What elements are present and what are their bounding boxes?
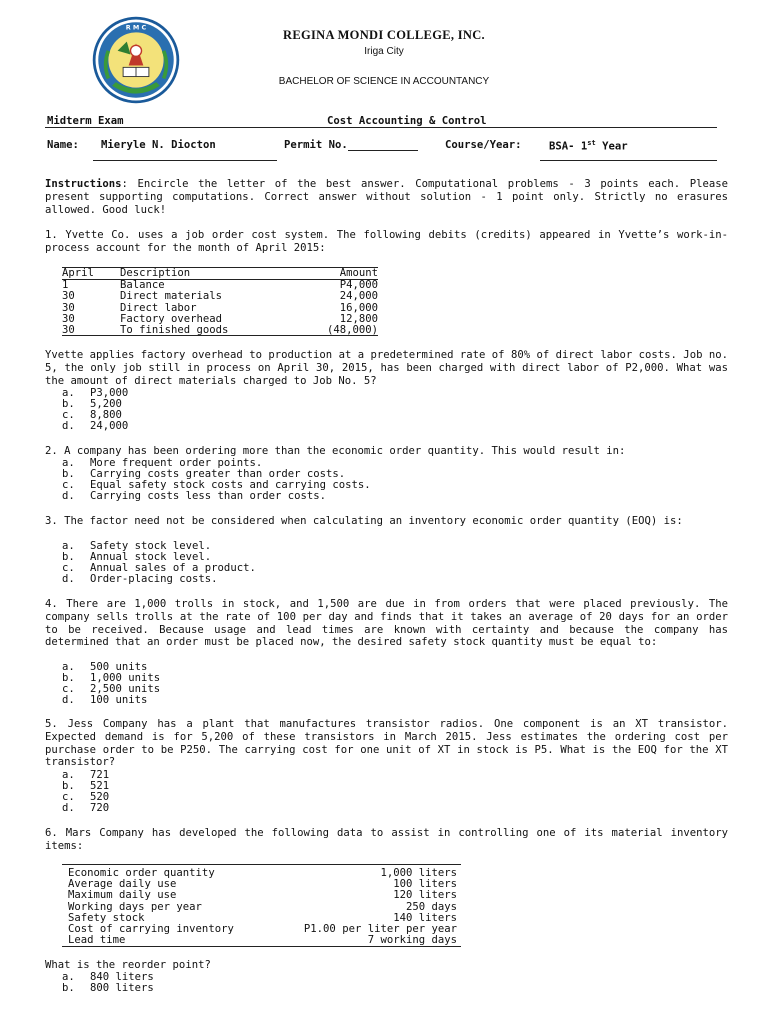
question-4-options [62,662,160,706]
permit-field [284,139,418,151]
option: d. 720 [62,801,110,814]
table-row: Maximum daily use 120 liters [68,889,457,902]
question-3-stem: 3. The factor need not be considered when calculating an inventory economic order quantity (EOQ) is: [45,515,683,527]
option: a. 721 [62,769,110,781]
option: c. Equal safety stock costs and carrying costs. [62,478,371,491]
inventory-data-table [68,868,457,946]
question-1-stem: 1. Yvette Co. uses a job order cost system. The following debits (credits) appeared in Yvette’s work-in-process account for the month of April 2015: [45,229,728,254]
table-row: Cost of carrying inventory P1.00 per liter per year [68,923,457,936]
table-row: 30 Direct labor 16,000 [62,301,378,314]
option: d. 24,000 [62,419,129,432]
option: b. 800 liters [62,981,154,994]
table-row: 30 To finished goods (48,000) [62,324,378,337]
exam-type: Midterm Exam [47,115,124,127]
question-6-prompt: What is the reorder point? [45,959,211,971]
option: b. 5,200 [62,397,122,410]
option: b. 521 [62,779,110,792]
name-value: Mieryle N. Diocton [101,139,216,151]
option: c. 520 [62,790,110,803]
permit-blank [348,139,418,151]
table-row: Average daily use 100 liters [68,878,457,891]
instructions-label: Instructions [45,178,122,190]
degree-program: BACHELOR OF SCIENCE IN ACCOUNTANCY [278,76,490,87]
option: b. 1,000 units [62,671,161,684]
course-value: BSA- 1st Year [549,139,628,153]
table-row: 1 Balance P4,000 [62,279,378,292]
option: c. Annual sales of a product. [62,561,256,574]
question-2-stem: 2. A company has been ordering more than the economic order quantity. This would result in: [45,445,626,457]
question-1-options [62,388,128,432]
option: a. 840 liters [62,971,154,983]
table-row: Safety stock 140 liters [68,911,457,924]
question-3-options [62,541,256,585]
question-6-stem: 6. Mars Company has developed the following data to assist in controlling one of its material inventory items: [45,827,728,852]
table-row: Working days per year 250 days [68,900,457,913]
table-header-row: April Description Amount [62,267,378,279]
option: d. Order-placing costs. [62,572,218,585]
question-5-stem: 5. Jess Company has a plant that manufactures transistor radios. One component is an XT transistor. Expected demand is for 5,200 of these transistors in March 2015. Jess estimates the ordering cost per purchase order to be P250. The carrying cost for one unit of XT in stock is P5. What is the EOQ for the XT transistor? [45,718,728,769]
option: a. More frequent order points. [62,457,263,469]
course-underline [540,160,717,161]
permit-label: Permit No. [284,139,348,151]
question-6-options [62,972,154,994]
option: b. Carrying costs greater than order costs. [62,467,346,480]
instructions-text: : Encircle the letter of the best answer. Computational problems - 3 points each. Please present supporting computations. Correct answer without solution - 1 point only. Strictly no erasures allowed. Good luck! [45,178,728,216]
table-row: Economic order quantity 1,000 liters [68,867,457,879]
student-info-row [45,139,725,153]
option: a. Safety stock level. [62,540,212,552]
exam-subject: Cost Accounting & Control [327,115,487,127]
course-label: Course/Year: [445,139,522,151]
instructions [45,178,728,216]
college-name: REGINA MONDI COLLEGE, INC. [283,28,485,42]
name-label: Name: [47,139,79,151]
svg-text:R M C: R M C [125,23,147,32]
question-5-options [62,770,109,814]
wip-account-table [62,268,378,336]
option: c. 8,800 [62,408,122,421]
question-2-options [62,458,371,502]
question-4-stem: 4. There are 1,000 trolls in stock, and 1,500 are due in from orders that were placed previously. The company sells trolls at the rate of 100 per day and finds that it takes an average of 20 days for an order to be received. Because usage and lead times are known with certainty and because the company has determined that an order must be placed now, the desired safety stock quantity must be equal to: [45,598,728,649]
divider [45,127,717,128]
table-rule [62,864,461,865]
option: d. 100 units [62,693,148,706]
option: d. Carrying costs less than order costs. [62,489,326,502]
option: a. P3,000 [62,387,129,399]
table-rule [62,335,378,336]
option: b. Annual stock level. [62,550,212,563]
college-city: Iriga City [364,46,404,57]
name-underline [93,160,277,161]
table-row: 30 Factory overhead 12,800 [62,312,378,325]
table-row: Lead time 7 working days [68,934,457,947]
table-rule [62,946,461,947]
table-row: 30 Direct materials 24,000 [62,290,378,303]
option: a. 500 units [62,661,148,673]
question-1-followup: Yvette applies factory overhead to production at a predetermined rate of 80% of direct labor costs. Job no. 5, the only job still in process on April 30, 2015, has been charged with direct labor of P2,000. What was the amount of direct materials charged to Job No. 5? [45,349,728,387]
option: c. 2,500 units [62,682,161,695]
